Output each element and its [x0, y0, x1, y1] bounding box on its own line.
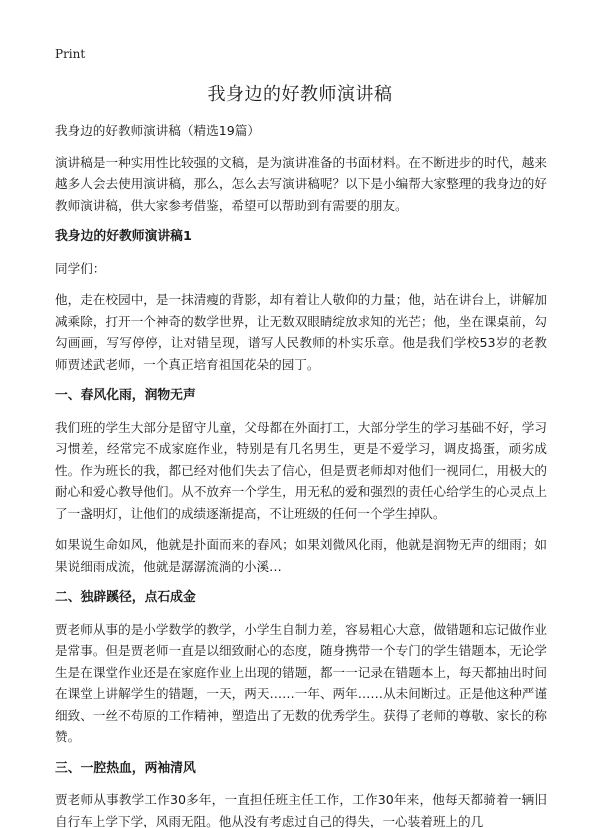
page-title: 我身边的好教师演讲稿	[207, 84, 393, 105]
body-paragraph: 贾老师从事教学工作30多年，一直担任班主任工作，工作30年来，他每天都骑着一辆旧自行车上学下学，风雨无阻。他从没有考虑过自己的得失，一心装着班上的几	[55, 792, 547, 828]
section-heading: 我身边的好教师演讲稿1	[55, 229, 192, 244]
print-link[interactable]: Print	[55, 47, 86, 61]
subsection-heading: 二、独辟蹊径，点石成金	[55, 590, 196, 605]
subsection-heading: 三、一腔热血，两袖清风	[55, 760, 196, 776]
body-paragraph: 贾老师从事的是小学数学的教学，小学生自制力差，容易粗心大意，做错题和忘记做作业是常事。但是贾老师一直是以细致耐心的态度，随身携带一个专门的学生错题本，无论学生是在课堂作业还是在家庭作业上出现的错题，都一一记录在错题本上，每天都抽出时间在课堂上讲解学生的错题，一天，两天……一年、两年……从未间断过。正是他这种严谨细致、一丝不苟原的工作精神，塑造出了无数的优秀学生。获得了老师的尊敬、家长的称赞。	[55, 621, 547, 744]
greeting-paragraph: 同学们：	[55, 260, 106, 276]
body-paragraph: 我们班的学生大部分是留守儿童，父母都在外面打工，大部分学生的学习基础不好，学习习惯差，经常完不成家庭作业，特别是有几名男生，更是不爱学习，调皮捣蛋，顽劣成性。作为班长的我，都已经对他们失去了信心，但是贾老师却对他们一视同仁，用极大的耐心和爱心教导他们。从不放弃一个学生，用无私的爱和强烈的责任心给学生的心灵点上了一盏明灯，让他们的成绩逐渐提高，不让班级的任何一个学生掉队。	[55, 419, 547, 521]
document-subtitle: 我身边的好教师演讲稿（精选19篇）	[55, 123, 260, 138]
subsection-heading: 一、春风化雨，润物无声	[55, 388, 196, 403]
body-paragraph: 他，走在校园中，是一抹清瘦的背影，却有着让人敬仰的力量；他，站在讲台上，讲解加减乘除，打开一个神奇的数学世界，让无数双眼睛绽放求知的光芒；他，坐在课桌前，勾勾画画，写写停停，让对错呈现，谱写人民教师的朴实乐章。他是我们学校53岁的老教师贾述武老师，一个真正培育祖国花朵的园丁。	[55, 292, 547, 372]
document-body	[55, 120, 547, 828]
body-paragraph: 如果说生命如风，他就是扑面而来的春风；如果刘微风化雨，他就是润物无声的细雨；如果说细雨成流，他就是潺潺流淌的小溪…	[55, 537, 547, 574]
intro-paragraph: 演讲稿是一种实用性比较强的文稿，是为演讲准备的书面材料。在不断进步的时代，越来越多人会去使用演讲稿，那么，怎么去写演讲稿呢？以下是小编帮大家整理的我身边的好教师演讲稿，供大家参考借鉴，希望可以帮助到有需要的朋友。	[55, 154, 547, 213]
